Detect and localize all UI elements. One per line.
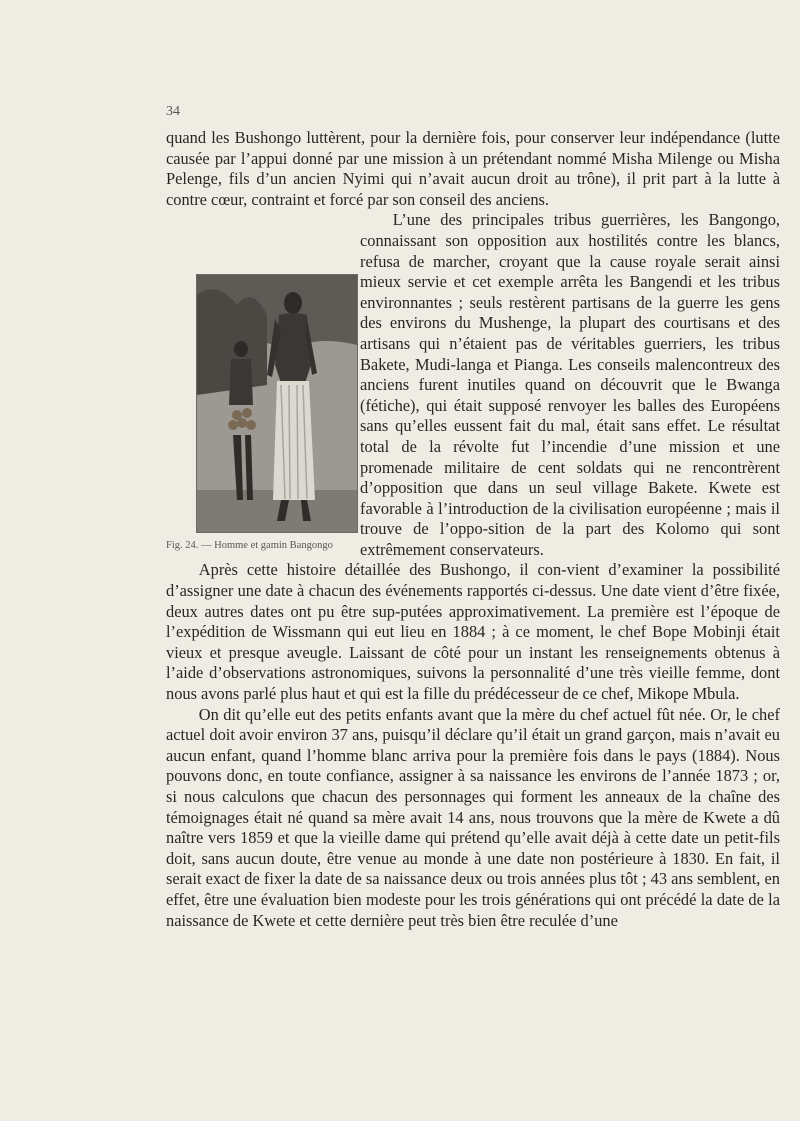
paragraph-2: L’une des principales tribus guerrières, les Bangongo, connaissant son opposition aux hostilités contre les blancs, refusa de marcher, croyant que la cause royale serait ainsi mieux servie et cet exemple arrêta les Bangendi et les tribus environnantes ; seuls restèrent partisans de la guerre les gens des environs du Mushenge, la plupart des courtisans et des artisans qui n’étaient pas de véritables guerriers, les tribus Bakete, Mudi-langa et Pianga. Les conseils malencontreux des anciens furent inutiles quand on découvrit que le Bwanga (fétiche), qui était supposé renvoyer les balles des Européens sans qu’elles eussent fait du mal, était sans effet. Le résultat total de la révolte fut l’incendie d’une mission et une promenade militaire de cent soldats qui ne rencontrèrent d’opposition que dans un seul village Bakete. Kwete est favorable à l’introduction de la civilisation européenne ; mais il trouve de l’oppo-sition de la part des Kolomo qui sont extrêmement conservateurs. — [360, 210, 780, 559]
page-number: 34 — [166, 104, 180, 119]
figure-caption: Fig. 24. — Homme et gamin Bangongo — [166, 540, 333, 552]
body-text — [166, 128, 780, 931]
figure — [166, 274, 348, 552]
paragraph-4: On dit qu’elle eut des petits enfants avant que la mère du chef actuel fût née. Or, le chef actuel doit avoir environ 37 ans, puisqu’il déclare qu’il était un grand garçon, mais n’avait eu aucun enfant, quand l’homme blanc arriva pour la première fois dans le pays (1884). Nous pouvons donc, en toute confiance, assigner à sa naissance les environs de l’année 1873 ; or, si nous calculons que chacun des personnages qui forment les anneaux de la chaîne des témoignages était né quand sa mère avait 14 ans, nous trouvons que la mère de Kwete a dû naître vers 1859 et que la vieille dame qui prétend qu’elle avait déjà à cette date un petit-fils doit, sans aucun doute, être venue au monde à une date non postérieure à 1830. En fait, il serait exact de fixer la date de sa naissance deux ou trois années plus tôt ; 43 ans semblent, en effet, être une évaluation bien modeste pour les trois générations qui ont précédé la date de la naissance de Kwete et cette dernière peut très bien être reculée d’une — [166, 704, 780, 930]
paragraph-3: Après cette histoire détaillée des Bushongo, il con-vient d’examiner la possibilité d’assigner une date à chacun des événements rapportés ci-dessus. Une date vient d’être fixée, deux autres dates ont pu être sup-putées approximativement. La première est l’époque de l’expédition de Wissmann qui eut lieu en 1884 ; à ce moment, le chef Bope Mobinji était vieux et presque aveugle. Laissant de côté pour un instant les renseignements obtenus à l’aide d’observations astronomiques, suivons la personnalité d’une très vieille femme, dont nous avons parlé plus haut et qui est la fille du prédécesseur de ce chef, Mikope Mbula. — [166, 560, 780, 704]
paragraph-1: quand les Bushongo luttèrent, pour la dernière fois, pour conserver leur indépendance (lutte causée par l’appui donné par une mission à un prétendant nommé Misha Milenge ou Misha Pelenge, fils d’un ancien Nyimi qui n’avait aucun droit au trône), il prit part à la lutte à contre cœur, contraint et forcé par son conseil des anciens. — [166, 128, 780, 209]
photograph-icon — [197, 275, 357, 532]
photograph-image — [196, 274, 358, 533]
